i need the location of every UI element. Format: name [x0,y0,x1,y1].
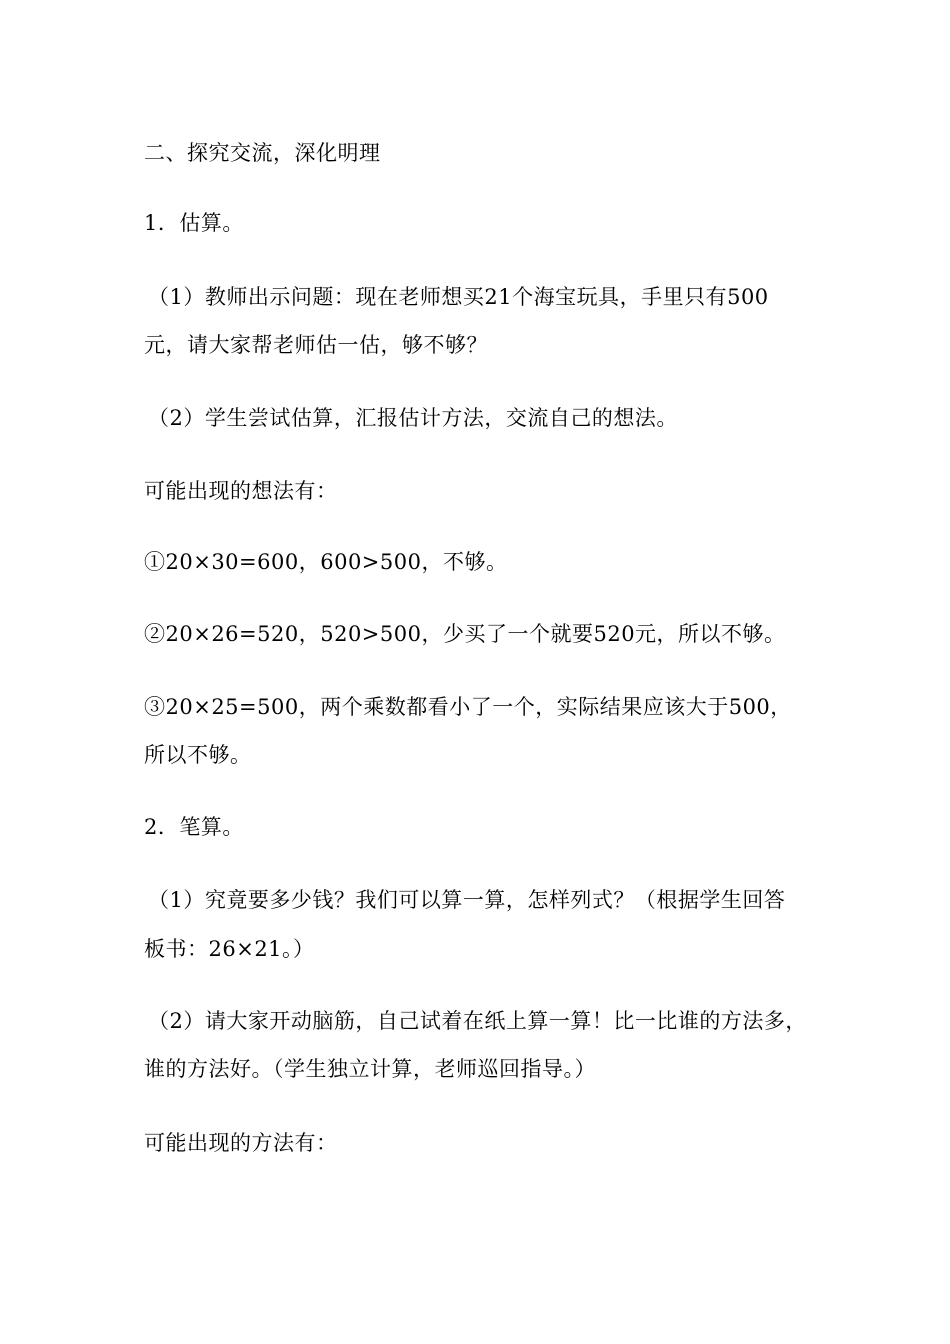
paragraph-line: 板书：26×21。） [144,937,315,961]
list-item: ①20×30=600，600>500，不够。 [144,550,508,574]
list-item: 所以不够。 [144,743,252,767]
paragraph-line: （2）请大家开动脑筋，自己试着在纸上算一算！比一比谁的方法多， [148,1009,807,1033]
paragraph-line: （2）学生尝试估算，汇报估计方法，交流自己的想法。 [148,406,678,430]
subsection-title-written-calc: 2．笔算。 [144,815,244,839]
paragraph-line: 元，请大家帮老师估一估，够不够？ [144,333,488,357]
paragraph-line: 谁的方法好。（学生独立计算，老师巡回指导。） [144,1057,596,1081]
paragraph-line: 可能出现的想法有： [144,479,338,503]
list-item: ②20×26=520，520>500，少买了一个就要520元，所以不够。 [144,622,786,646]
subsection-title-estimate: 1．估算。 [144,211,244,235]
paragraph-line: （1）究竟要多少钱？我们可以算一算，怎样列式？（根据学生回答 [148,888,786,912]
paragraph-line: （1）教师出示问题：现在老师想买21个海宝玩具，手里只有500 [148,285,769,309]
paragraph-line: 可能出现的方法有： [144,1131,338,1155]
section-heading: 二、探究交流，深化明理 [144,141,381,165]
list-item: ③20×25=500，两个乘数都看小了一个，实际结果应该大于500， [144,695,792,719]
